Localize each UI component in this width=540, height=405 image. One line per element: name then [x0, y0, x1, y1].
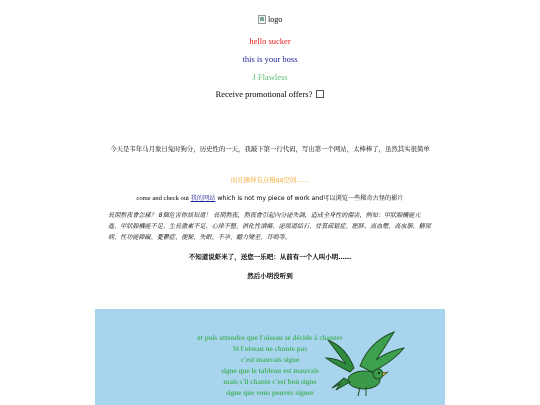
intro-paragraph: 今天是韦年马月象日兔时狗分，历史性的一天，我敲下第一行代码，写出第一个网站，太棒棒了，虽然其实很简单 [110, 145, 430, 153]
broken-image-icon [258, 15, 266, 24]
poem-line: Si l'oiseau ne chante pas [232, 345, 308, 353]
qzone-link-row [0, 175, 540, 184]
my-site-link[interactable]: 我的网站 [190, 195, 216, 202]
poem-line: et puis attendre que l'oiseau se décide à chanter [197, 334, 343, 342]
come-check-suffix: which is not my piece of work and可以浏览一些稀奇古怪的影片 [215, 195, 404, 202]
poem-line: c'est mauvais signe [240, 356, 300, 364]
promo-row [0, 89, 540, 99]
poem-line: mais s'il chante c'est bon signe [223, 378, 317, 386]
boss-text: this is your boss [242, 54, 298, 64]
hello-text: hello sucker [249, 36, 291, 46]
joke-intro: 不知道说虾米了，送您一乐吧：从前有一个人叫小明…… [188, 253, 352, 261]
promo-label: Receive promotional offers? [215, 89, 313, 99]
poem-line: signe que vous pouvez signer [225, 389, 315, 397]
logo-image [258, 15, 282, 24]
qzone-link[interactable]: 而且摘得有点慢qq空间…… [230, 176, 310, 184]
poem-line: signe que le tableau est mauvais [221, 367, 319, 375]
joke-punchline: 然后小明没听到 [247, 272, 293, 280]
poem-text [95, 333, 445, 399]
promo-checkbox[interactable] [316, 90, 324, 98]
logo-alt-text: logo [268, 15, 283, 24]
flawless-text: J Flawless [252, 72, 288, 82]
health-paragraph: 長期熬夜會怎樣？ 8個危害你該知道！ 長期熬夜，熬夜會引起內分泌失調，造成全身性的傷害，例如：甲狀腺機能亢進、甲狀腺機能不足、生長激素不足、心律不整、消化性潰瘍、泌尿道結石、骨質疏鬆症、肥胖、高血壓、高血脂、糖尿病、性功能障礙、憂鬱症、便秘、失眠、不孕、聽力變差、耳鳴等。 [108, 212, 431, 241]
come-check-prefix: come and check out [136, 195, 191, 202]
come-check-row [0, 193, 540, 202]
